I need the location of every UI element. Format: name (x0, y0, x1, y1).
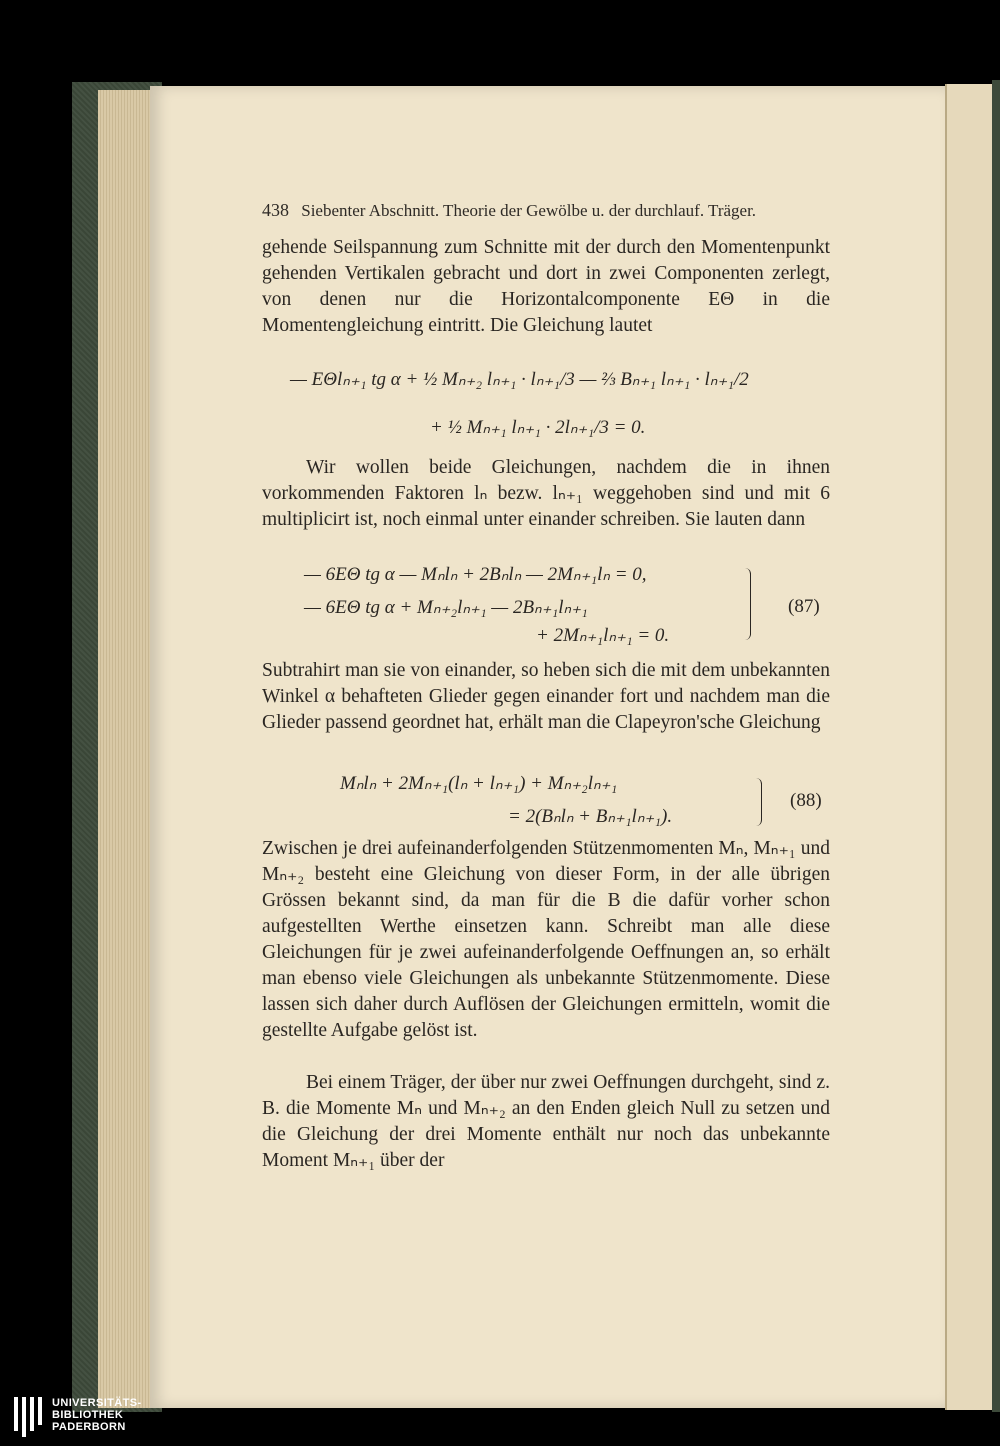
equation-88-line-2: = 2(Bₙlₙ + Bₙ₊₁lₙ₊₁). (508, 806, 673, 827)
equation-87-line-2: — 6EΘ tg α + Mₙ₊₂lₙ₊₁ — 2Bₙ₊₁lₙ₊₁ (304, 597, 588, 618)
equation-88-line-1: Mₙlₙ + 2Mₙ₊₁(lₙ + lₙ₊₁) + Mₙ₊₂lₙ₊₁ (340, 773, 618, 794)
paragraph-3: Subtrahirt man sie von einander, so heben sich die mit dem unbekannten Winkel α behafteten Glieder gegen einander fort und nachdem man die Glieder passend geordnet hat, erhält man die Clapeyron'sche Gleichung (262, 660, 830, 733)
equation-1-line-2: + ½ Mₙ₊₁ lₙ₊₁ · 2lₙ₊₁/3 = 0. (430, 417, 646, 438)
equation-87-number: (87) (788, 596, 820, 617)
paragraph-4-block (262, 836, 830, 1044)
paragraph-3-block (262, 658, 830, 736)
library-name-line-3: PADERBORN (52, 1421, 126, 1433)
library-name-line-1: UNIVERSITÄTS- (52, 1397, 142, 1409)
paragraph-2: Wir wollen beide Gleichungen, nachdem die in ihnen vorkommenden Faktoren lₙ bezw. lₙ₊₁ weggehoben sind und mit 6 multiplicirt ist, noch einmal unter einander schreiben. Sie lauten dann (262, 457, 830, 530)
page-number: 438 (262, 200, 289, 220)
running-title: Siebenter Abschnitt. Theorie der Gewölbe u. der durchlauf. Träger. (301, 201, 757, 220)
equation-88-brace (754, 778, 762, 826)
paragraph-5: Bei einem Träger, der über nur zwei Oeffnungen durchgeht, sind z. B. die Momente Mₙ und Mₙ₊₂ an den Enden gleich Null zu setzen und die Gleichung der drei Momente enthält nur noch das unbekannte Moment Mₙ₊₁ über der (262, 1072, 830, 1171)
page-edges (98, 90, 156, 1408)
library-name-line-2: BIBLIOTHEK (52, 1409, 124, 1421)
paragraph-5-block (262, 1070, 830, 1174)
equation-1-line-1: — EΘlₙ₊₁ tg α + ½ Mₙ₊₂ lₙ₊₁ · lₙ₊₁/3 — ⅔ Bₙ₊₁ lₙ₊₁ · lₙ₊₁/2 (290, 369, 749, 390)
equation-88-number: (88) (790, 790, 822, 811)
book-cover-right (992, 80, 1000, 1412)
paragraph-2-block (262, 455, 830, 533)
running-header (262, 200, 834, 221)
paragraph-4: Zwischen je drei aufeinanderfolgenden Stützenmomenten Mₙ, Mₙ₊₁ und Mₙ₊₂ besteht eine Gleichung von dieser Form, in der alle übrigen Grössen bekannt sind, da man für die B die dafür vorher schon aufgestellten Werthe einsetzen kann. Schreibt man alle diese Gleichungen für je zwei aufeinanderfolgende Oeffnungen an, so erhält man ebenso viele Gleichungen als unbekannte Stützenmomente. Diese lassen sich daher durch Auflösen der Gleichungen ermitteln, womit die gestellte Aufgabe gelöst ist. (262, 838, 830, 1041)
equation-87-line-3: + 2Mₙ₊₁lₙ₊₁ = 0. (536, 625, 670, 646)
equation-87-line-1: — 6EΘ tg α — Mₙlₙ + 2Bₙlₙ — 2Mₙ₊₁lₙ = 0, (304, 564, 647, 585)
library-logo (14, 1397, 142, 1437)
paragraph-1: gehende Seilspannung zum Schnitte mit der durch den Momentenpunkt gehenden Vertikalen gebracht und dort in zwei Componenten zerlegt, von denen nur die Horizontalcomponente EΘ in die Momentengleichung eintritt. Die Gleichung lautet (262, 237, 830, 336)
library-logo-icon (14, 1397, 44, 1437)
paragraph-1-block (262, 235, 830, 339)
equation-87-brace (742, 568, 751, 640)
